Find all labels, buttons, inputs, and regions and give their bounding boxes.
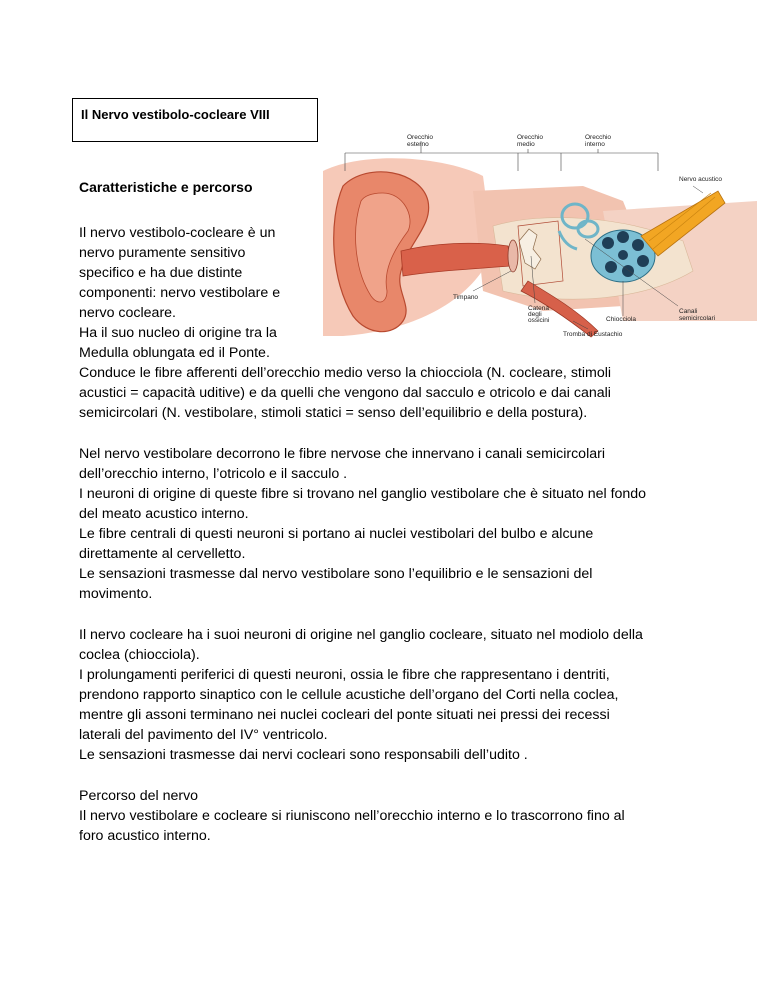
- text-line: Percorso del nervo: [79, 788, 199, 804]
- label-ossicles: degli: [528, 311, 542, 318]
- text-line: dell’orecchio interno, l’otricolo e il sacculo .: [79, 466, 348, 482]
- label-acoustic-nerve: Nervo acustico: [679, 176, 722, 183]
- text-line: movimento.: [79, 586, 153, 602]
- text-line: Le sensazioni trasmesse dai nervi cocleari sono responsabili dell’udito .: [79, 747, 528, 763]
- label-eustachian-tube: Tromba di Eustachio: [563, 331, 623, 338]
- text-line: Nel nervo vestibolare decorrono le fibre nervose che innervano i canali semicircolari: [79, 446, 605, 462]
- text-line: Le fibre centrali di questi neuroni si portano ai nuclei vestibolari del bulbo e alcune: [79, 526, 594, 542]
- text-line: Il nervo vestibolo-cocleare è un: [79, 225, 276, 241]
- label-ossicles: Catena: [528, 305, 549, 312]
- text-line: acustici = capacità uditive) e da quelli che vengono dal sacculo e otricolo e dai canali: [79, 385, 611, 401]
- text-line: del meato acustico interno.: [79, 506, 249, 522]
- label-semicircular-canals: Canali: [679, 308, 698, 315]
- title-box: [72, 98, 318, 142]
- page-title: Il Nervo vestibolo-cocleare VIII: [81, 107, 270, 122]
- text-line: Il nervo cocleare ha i suoi neuroni di origine nel ganglio cocleare, situato nel modiolo della: [79, 627, 643, 643]
- label-middle-ear: Orecchio: [517, 134, 544, 141]
- text-line: Ha il suo nucleo di origine tra la: [79, 325, 277, 341]
- text-line: nervo puramente sensitivo: [79, 245, 246, 261]
- section-heading: Caratteristiche e percorso: [79, 179, 253, 195]
- label-inner-ear: interno: [585, 141, 605, 148]
- text-line: specifico e ha due distinte: [79, 265, 243, 281]
- text-line: Il nervo vestibolare e cocleare si riuniscono nell’orecchio interno e lo trascorrono fino al: [79, 808, 625, 824]
- label-middle-ear: medio: [517, 141, 535, 148]
- label-cochlea: Chiocciola: [606, 316, 636, 323]
- text-line: direttamente al cervelletto.: [79, 546, 246, 562]
- label-semicircular-canals: semicircolari: [679, 315, 716, 322]
- ear-anatomy-figure: [323, 131, 757, 343]
- text-line: Conduce le fibre afferenti dell’orecchio medio verso la chiocciola (N. cocleare, stimoli: [79, 365, 612, 381]
- text-line: I neuroni di origine di queste fibre si trovano nel ganglio vestibolare che è situato nel fondo: [79, 486, 647, 502]
- text-line: Medulla oblungata ed il Ponte.: [79, 345, 270, 361]
- text-line: semicircolari (N. vestibolare, stimoli statici = senso dell’equilibrio e della postura).: [79, 405, 588, 421]
- label-ossicles: ossicini: [528, 317, 550, 324]
- text-line: Le sensazioni trasmesse dal nervo vestibolare sono l’equilibrio e le sensazioni del: [79, 566, 593, 582]
- text-line: componenti: nervo vestibolare e: [79, 285, 281, 301]
- text-line: prendono rapporto sinaptico con le cellule acustiche dell’organo del Corti nella coclea,: [79, 687, 619, 703]
- label-inner-ear: Orecchio: [585, 134, 612, 141]
- text-line: laterali del pavimento del IV° ventricolo.: [79, 727, 328, 743]
- text-line: nervo cocleare.: [79, 305, 176, 321]
- ear-illustration: [323, 131, 757, 343]
- label-eardrum: Timpano: [453, 294, 479, 301]
- text-line: mentre gli assoni terminano nei nuclei cocleari del ponte situati nei pressi dei recessi: [79, 707, 610, 723]
- label-outer-ear: esterno: [407, 141, 429, 148]
- text-line: I prolungamenti periferici di questi neuroni, ossia le fibre che rappresentano i dentriti,: [79, 667, 610, 683]
- text-line: foro acustico interno.: [79, 828, 211, 844]
- label-outer-ear: Orecchio: [407, 134, 434, 141]
- text-line: coclea (chiocciola).: [79, 647, 200, 663]
